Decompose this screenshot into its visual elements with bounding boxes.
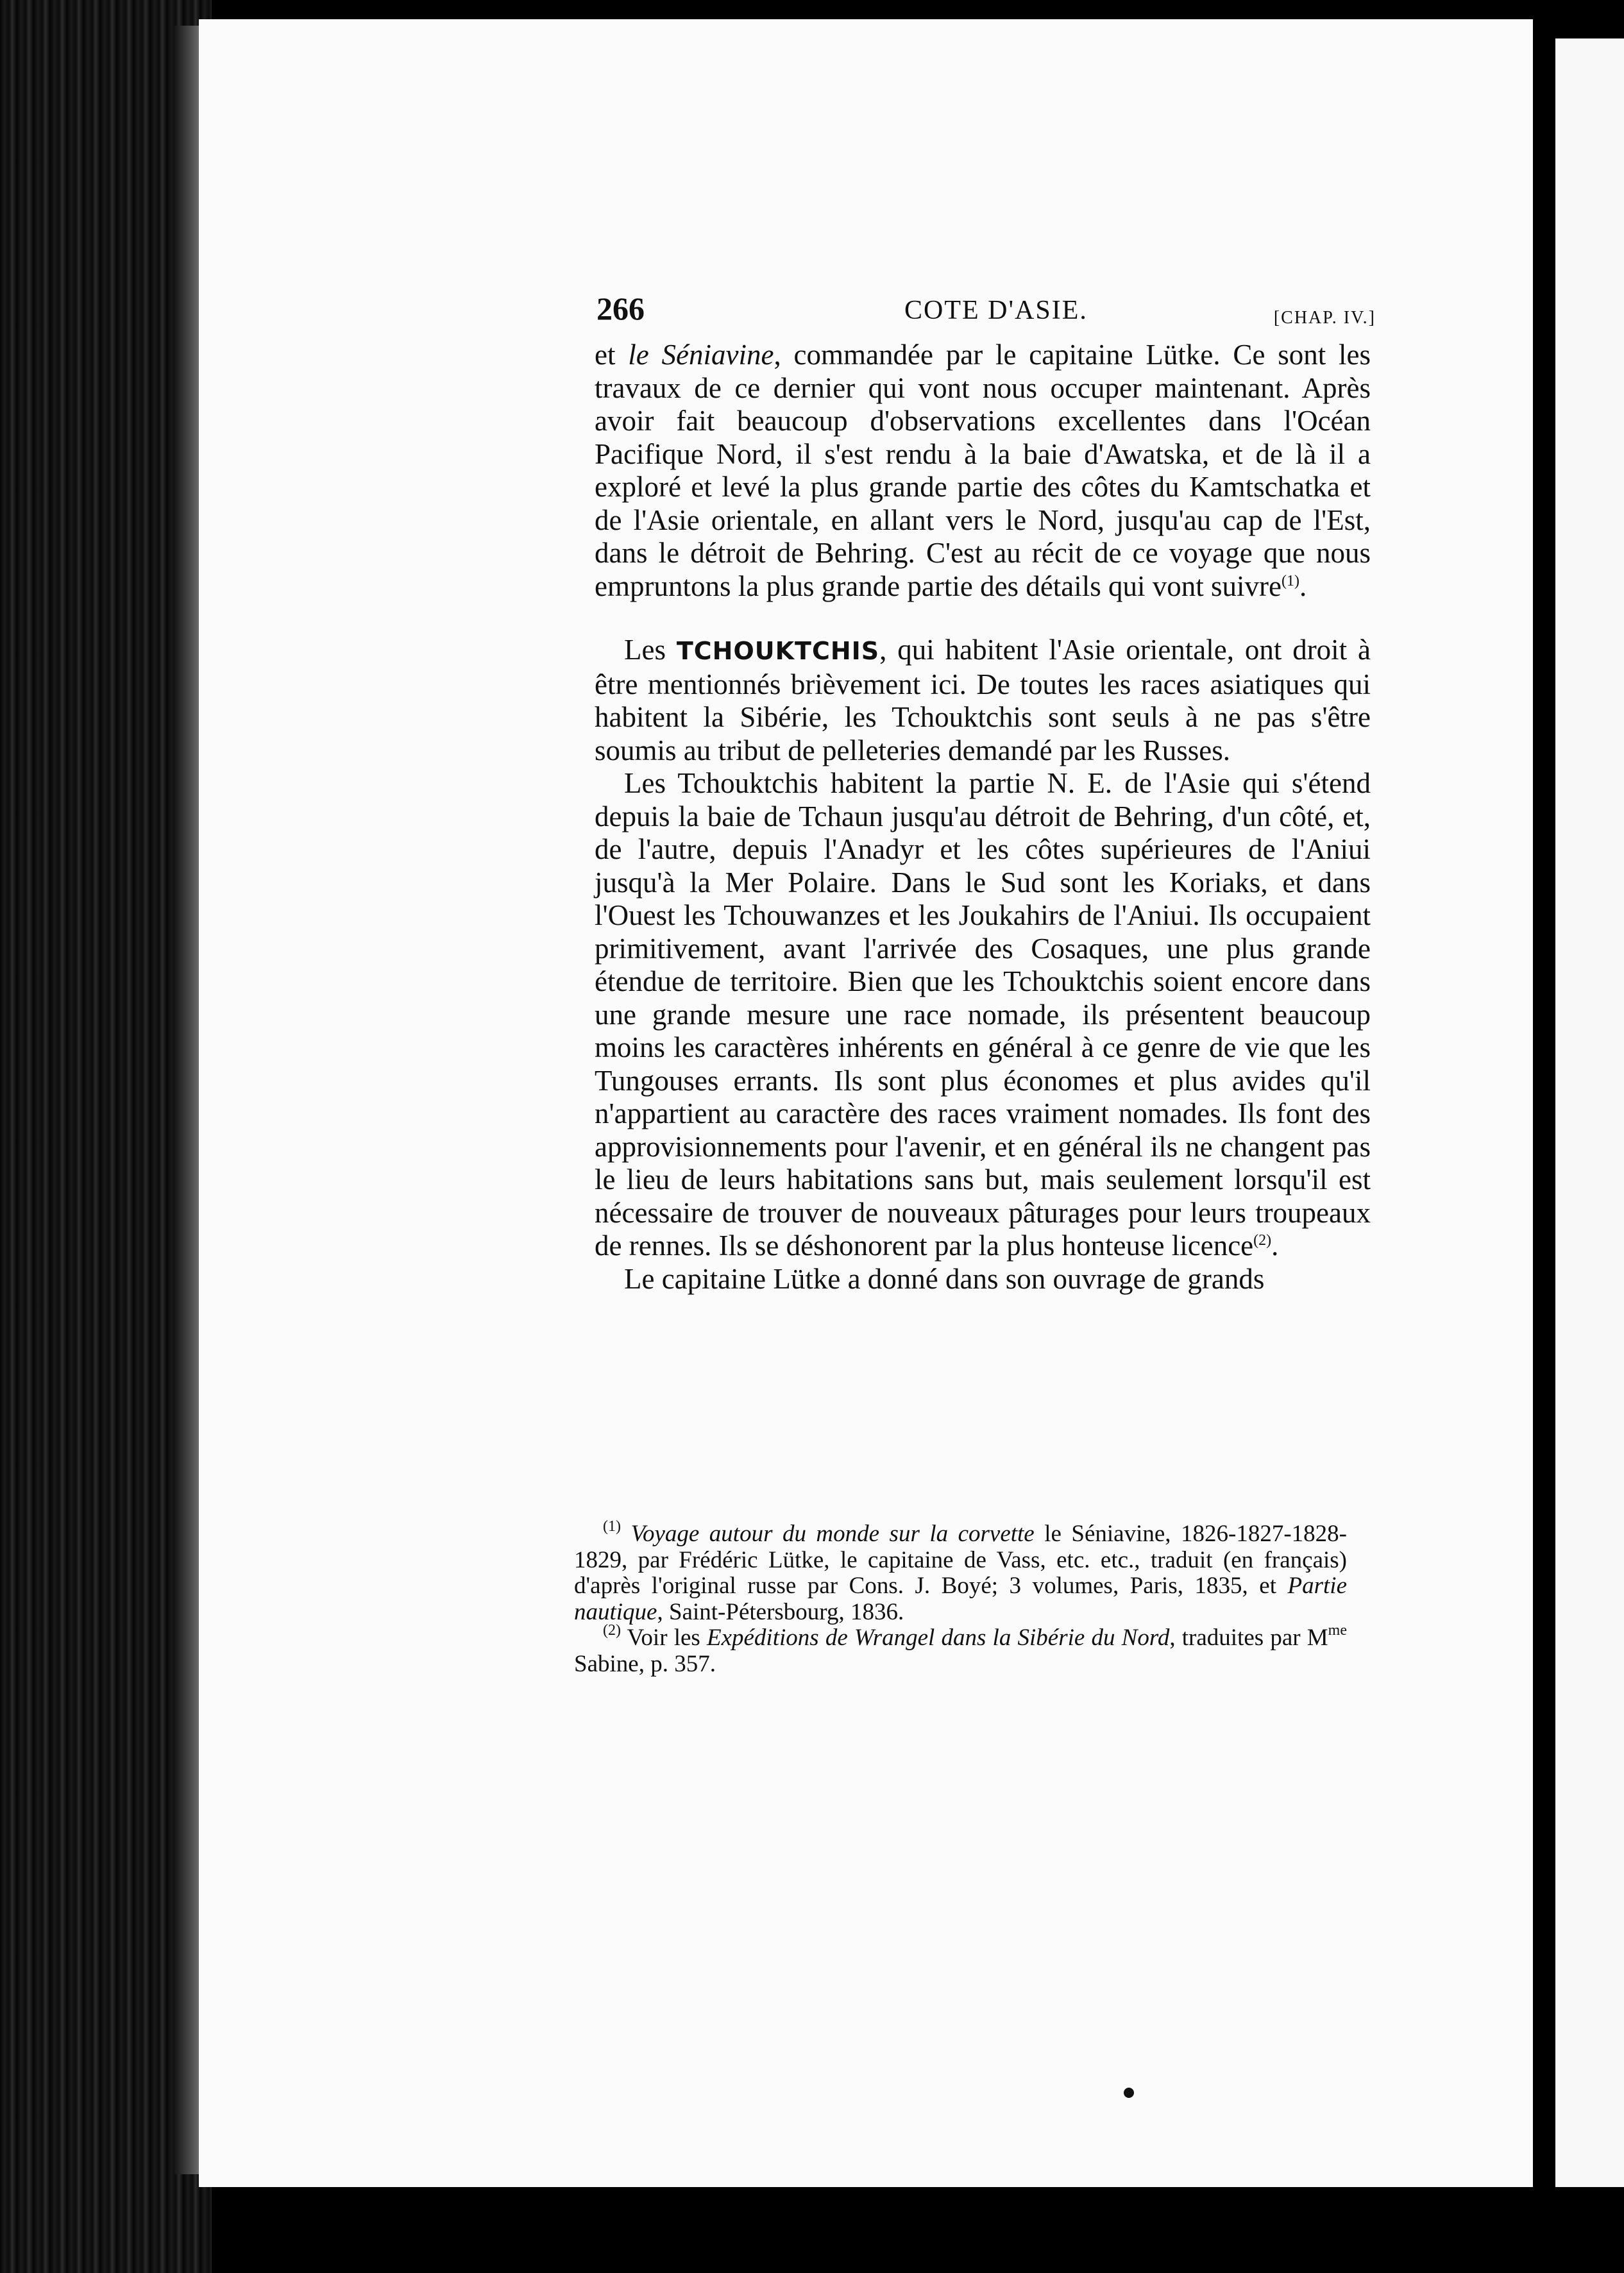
text-run: . xyxy=(1299,570,1307,602)
book-title: Voyage autour du monde sur la corvette xyxy=(620,1521,1035,1547)
footnotes xyxy=(574,1518,1347,1677)
footnote-1 xyxy=(574,1518,1347,1625)
running-title: COTE D'ASIE. xyxy=(904,296,1088,325)
text-run: Voir les xyxy=(620,1625,707,1651)
paragraph-3 xyxy=(595,767,1371,1263)
page-header xyxy=(596,290,1376,335)
paragraph-2 xyxy=(595,634,1371,767)
ink-dot xyxy=(1124,2088,1134,2098)
text-run: , qui habitent l'Asie orientale, ont droit à être mentionnés brièvement ici. De toutes les races asiatiques qui habitent la Sibérie, les Tchouktchis sont seuls à ne pas s'être soumis au tribut de pelleteries demandé par les Russes. xyxy=(595,634,1371,766)
ship-name: le Séniavine xyxy=(628,339,774,371)
paragraph-1 xyxy=(595,339,1371,603)
page-number: 266 xyxy=(596,291,645,326)
text-run: . xyxy=(1271,1229,1279,1262)
abbreviation-sup: me xyxy=(1328,1622,1347,1639)
text-run: , traduites par M xyxy=(1169,1625,1328,1651)
text-run: Les xyxy=(624,634,677,666)
footnote-mark-2: (2) xyxy=(603,1622,621,1639)
text-run: Sabine, p. 357. xyxy=(574,1650,716,1677)
text-run: le Séniavine, 1826-1827-1828-1829, par Frédéric Lütke, le capitaine de Vass, etc. etc., traduit (en français) d'après l'original russe par Cons. J. Boyé; 3 volumes, Paris, 1835, et xyxy=(574,1521,1347,1599)
text-run: , Saint-Pétersbourg, 1836. xyxy=(657,1598,904,1625)
chapter-label: [CHAP. IV.] xyxy=(1273,308,1376,328)
text-run: Les Tchouktchis habitent la partie N. E. de l'Asie qui s'étend depuis la baie de Tchaun jusqu'au détroit de Behring, d'un côté, et, de l'autre, depuis l'Anadyr et les côtes supérieures de l'Aniui jusqu'à la Mer Polaire. Dans le Sud sont les Koriaks, et dans l'Ouest les Tchouwanzes et les Joukahirs de l'Aniui. Ils occupaient primitivement, avant l'arrivée des Cosaques, une plus grande étendue de territoire. Bien que les Tchouktchis soient encore dans une grande mesure une race nomade, ils présentent beaucoup moins les caractères inhérents en général à ce genre de vie que les Tungouses errants. Ils sont plus économes et plus avides qu'il n'appartient au caractère des races vraiment nomades. Ils font des approvisionnements pour l'avenir, et en général ils ne changent pas le lieu de leurs habitations sans but, mais seulement lorsqu'il est nécessaire de trouver de nouveaux pâturages pour leurs troupeaux de rennes. Ils se déshonorent par la plus honteuse licence xyxy=(595,767,1371,1262)
text-run: , commandée par le capitaine Lütke. Ce sont les travaux de ce dernier qui vont nous occuper maintenant. Après avoir fait beaucoup d'observations excellentes dans l'Océan Pacifique Nord, il s'est rendu à la baie d'Awatska, et de là il a exploré et levé la plus grande partie des côtes du Kamtschatka et de l'Asie orientale, en allant vers le Nord, jusqu'au cap de l'Est, dans le détroit de Behring. C'est au récit de ce voyage que nous empruntons la plus grande partie des détails qui vont suivre xyxy=(595,339,1371,602)
book-title: Partie nautique xyxy=(574,1573,1347,1625)
text-run: et xyxy=(595,339,629,371)
adjacent-page-edge xyxy=(1555,38,1624,2187)
book-title: Expéditions de Wrangel dans la Sibérie du Nord xyxy=(706,1625,1170,1651)
footnote-ref-2: (2) xyxy=(1253,1232,1272,1249)
section-term: TCHOUKTCHIS xyxy=(676,637,880,665)
footnote-ref-1: (1) xyxy=(1281,572,1299,589)
footnote-mark-1: (1) xyxy=(603,1518,621,1535)
footnote-2 xyxy=(574,1622,1347,1677)
paragraph-4: Le capitaine Lütke a donné dans son ouvrage de grands xyxy=(624,1262,1265,1295)
main-text xyxy=(595,339,1371,1296)
